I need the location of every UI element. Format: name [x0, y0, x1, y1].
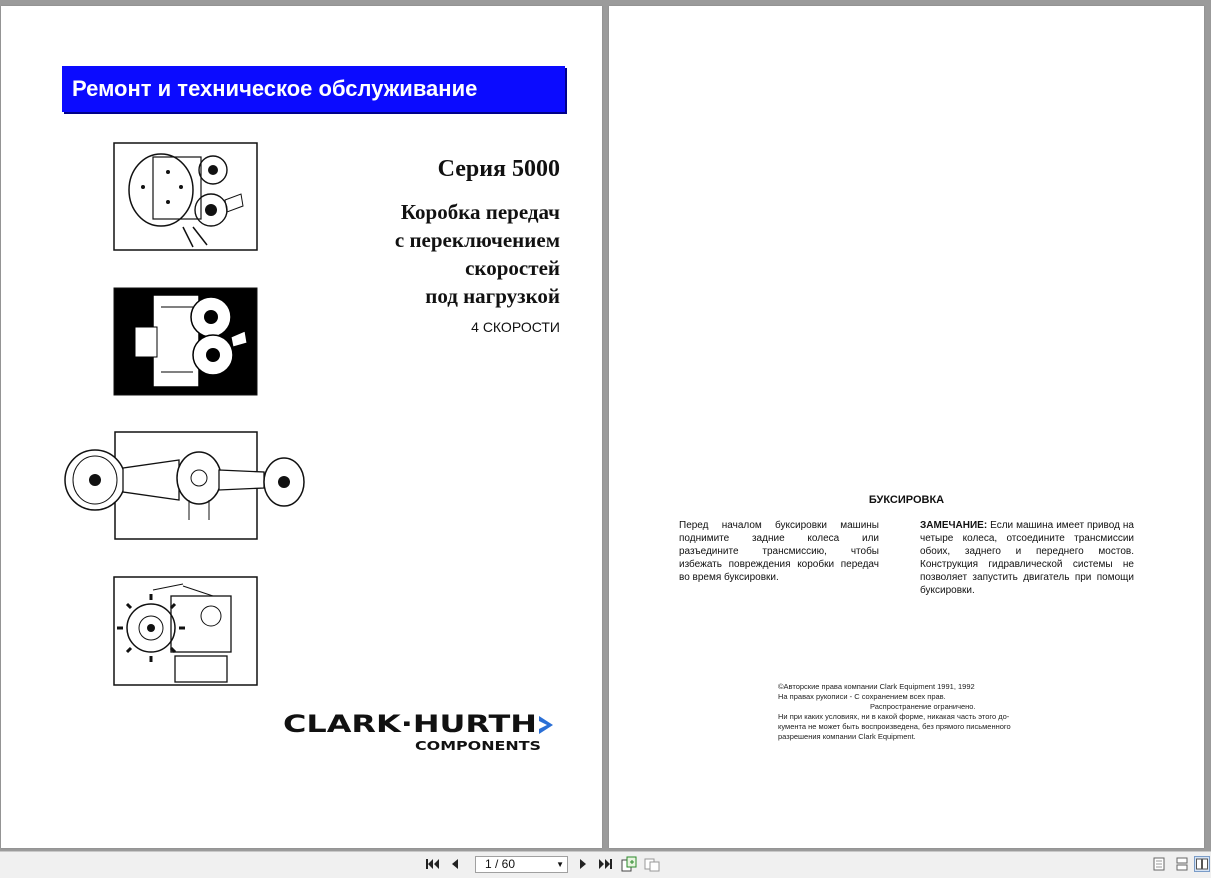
- towing-instructions: Перед началом буксировки машины поднимите задние колеса или разъедините трансмиссию, чтобы избежать повреждения коробки передач во время буксировки.: [679, 520, 879, 583]
- transmission-gear-illustration: [113, 576, 259, 688]
- clark-hurth-logo: [283, 710, 563, 754]
- note-text: Если машина имеет привод на четыре колеса, отсоедините трансмиссии обоих, заднего и переднего мостов. Конструкция гидравлической системы не позволяет запустить двигатель при помощи буксировки.: [920, 520, 1134, 596]
- cover-page: [1, 6, 602, 848]
- svg-text:COMPONENTS: COMPONENTS: [415, 739, 541, 753]
- prev-page-icon[interactable]: [447, 856, 463, 872]
- page-number-select[interactable]: [475, 856, 568, 873]
- copyright-line: кумента не может быть воспроизведена, без прямого письменного: [778, 722, 1011, 731]
- copyright-line: На правах рукописи - С сохранением всех прав.: [778, 692, 946, 701]
- two-page-icon[interactable]: [1194, 856, 1210, 872]
- title-line: с переключением: [394, 228, 560, 252]
- axle-illustration: [59, 430, 311, 542]
- svg-text:CLARK·HURTH: CLARK·HURTH: [283, 710, 537, 738]
- last-page-icon[interactable]: [597, 856, 613, 872]
- towing-page: [609, 6, 1204, 848]
- series-title: Серия 5000: [437, 156, 560, 182]
- transmission-dark-illustration: [113, 287, 259, 397]
- copy-icon[interactable]: [644, 856, 660, 872]
- title-banner: [58, 62, 569, 116]
- rotate-icon[interactable]: [621, 856, 637, 872]
- towing-note: [920, 519, 1134, 597]
- transmission-side-illustration: [113, 142, 259, 252]
- speeds-label: 4 СКОРОСТИ: [471, 319, 560, 335]
- copyright-line: разрешения компании Clark Equipment.: [778, 732, 916, 741]
- towing-heading: БУКСИРОВКА: [868, 494, 945, 506]
- chevron-down-icon: ▼: [556, 860, 564, 869]
- page-indicator: 1 / 60: [485, 857, 516, 871]
- copyright-line: ©Авторские права компании Clark Equipment 1991, 1992: [778, 682, 975, 691]
- note-label: ЗАМЕЧАНИЕ:: [920, 520, 988, 531]
- viewer-toolbar: [0, 851, 1211, 878]
- copyright-notice: [778, 682, 1068, 742]
- title-line: Коробка передач: [400, 200, 560, 224]
- title-line: под нагрузкой: [425, 284, 560, 308]
- single-page-icon[interactable]: [1151, 856, 1167, 872]
- next-page-icon[interactable]: [575, 856, 591, 872]
- copyright-line: Распространение ограничено.: [870, 702, 976, 711]
- first-page-icon[interactable]: [425, 856, 441, 872]
- title-line: скоростей: [465, 256, 560, 280]
- gearbox-title: [395, 198, 560, 310]
- copyright-line: Ни при каких условиях, ни в какой форме, никакая часть этого до-: [778, 712, 1010, 721]
- continuous-icon[interactable]: [1174, 856, 1190, 872]
- banner-text: Ремонт и техническое обслуживание: [62, 66, 565, 112]
